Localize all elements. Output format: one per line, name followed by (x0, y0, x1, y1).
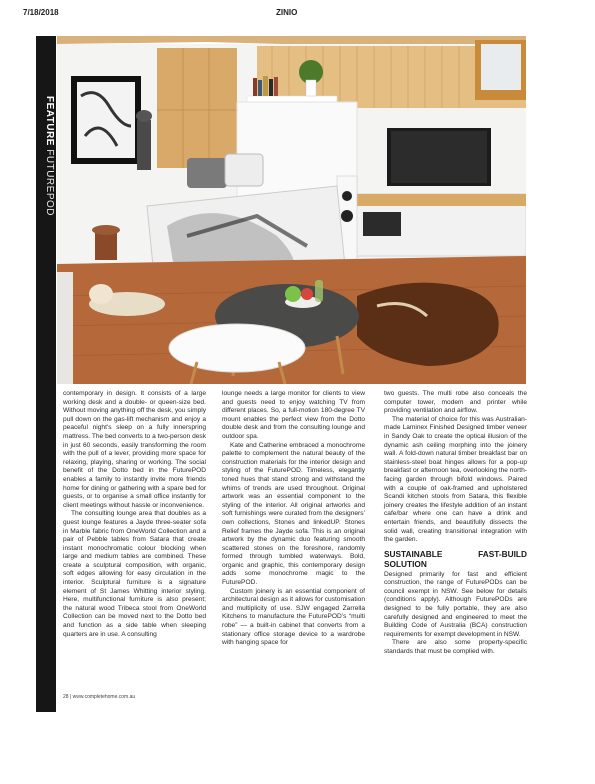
feature-photo (57, 36, 526, 384)
paragraph: lounge needs a large monitor for clients to view and guests need to enjoy watching TV from different places. So, a full-motion 180-degree TV mount enables the perfect view from the Dotto double desk and from the consulting lounge and outdoor spa. (222, 390, 365, 440)
page-footer: 28 | www.completehome.com.au (63, 694, 136, 700)
print-date: 7/18/2018 (23, 8, 59, 17)
article-column-3 (384, 390, 527, 657)
article-body (63, 390, 526, 690)
paragraph: Kate and Catherine embraced a monochrome palette to complement the natural beauty of the construction materials for the interior design and styling of the FuturePOD. Timeless, elegantly toned hues that stand strong and withstand the whims of trends are used throughout. Original artwork was an essential component to the styling of the interior. All original artworks and soft furnishings were curated from the designers’ own collections, Stones and linkedUP. Stones Relief frames the Jayde sofa. This is an original artwork by the dynamic duo featuring smooth scattered stones on the foreshore, randomly formed through tumbled waterways. Bold, organic and graphic, this contemporary design adds some monochrome magic to the FuturePOD. (222, 441, 365, 587)
paragraph: Designed primarily for fast and efficient construction, the range of FuturePODs can be council exempt in NSW. See below for details (conditions apply). Although FuturePODs are designed to be fully portable, they are also carefully designed and engineered to meet the Building Code of Australia (BCA) construction requirements for exempt development in NSW. (384, 570, 527, 638)
article-column-1 (63, 390, 206, 639)
paragraph: contemporary in design. It consists of a large working desk and a double- or queen-size bed. Without moving anything off the desk, you simply pull down on the gas-lift mechanism and enjoy a peaceful night’s sleep on a fully innerspring mattress. The bed converts to a two-person desk in just 60 seconds, easily transforming the room with the pull of a lever, providing more space for relaxing, playing, sharing or working. The social benefit of the Dotto bed in the FuturePOD enables a family to instantly invite more friends home for dining or gathering with a spare bed for guests, or to organise a small office instantly for client meetings without hassle or inconvenience. (63, 390, 206, 509)
paragraph: Custom joinery is an essential component of architectural design as it allows for customisation and multiplicity of use. SJW engaged Zarrella Kitchens to manufacture the FuturePOD’s “multi robe” — a built-in cabinet that converts from a stationary office storage device to a wardrobe with hanging space for (222, 587, 365, 647)
article-column-2 (222, 390, 365, 648)
paragraph: The consulting lounge area that doubles as a guest lounge features a Jayde three-seater sofa in Marble fabric from OneWorld Collection and a pair of Pebble tables from Satara that create instant monochromatic colour blocking when large and medium tables are combined. These create a sculptural composition, with organic, soft edges allowing for easy circulation in the interior. Sculptural furniture is a signature element of St James Whitting interior styling. Here, multifunctional furniture is also present; the natural wood Tribeca stool from OneWorld Collection can be moved next to the Dotto bed and function as a side table when sleeping quarters are in use. A consulting (63, 510, 206, 638)
publication-name: ZINIO (276, 8, 298, 17)
paragraph: two guests. The multi robe also conceals the computer tower, modem and printer while providing ventilation and airflow. (384, 390, 527, 415)
section-topic: FUTUREPOD (44, 149, 55, 216)
paragraph: There are also some property-specific standards that must be complied with. (384, 639, 527, 656)
section-label (44, 96, 55, 216)
section-sidebar (36, 36, 56, 712)
section-name: FEATURE (44, 96, 55, 146)
page-header (0, 8, 595, 22)
section-subhead: SUSTAINABLE FAST-BUILD SOLUTION (384, 548, 527, 569)
paragraph: The material of choice for this was Australian-made Laminex Finished Designed timber veneer in Sandy Oak to create the optical illusion of the dynamic ash ceiling morphing into the joinery wall. A fold-down natural timber breakfast bar on stainless-steel boat hinges allows for a pop-up breakfast or afternoon tea, overlooking the north-facing garden through bifold windows. Paired with a couple of oak-framed and upholstered Scandi kitchen stools from Satara, this flexible joinery creates the lifestyle addition of an instant cafe/bar where one can have a drink and entertain friends, and beautifully dissects the solid wall, creating transitional integration with the garden. (384, 415, 527, 544)
